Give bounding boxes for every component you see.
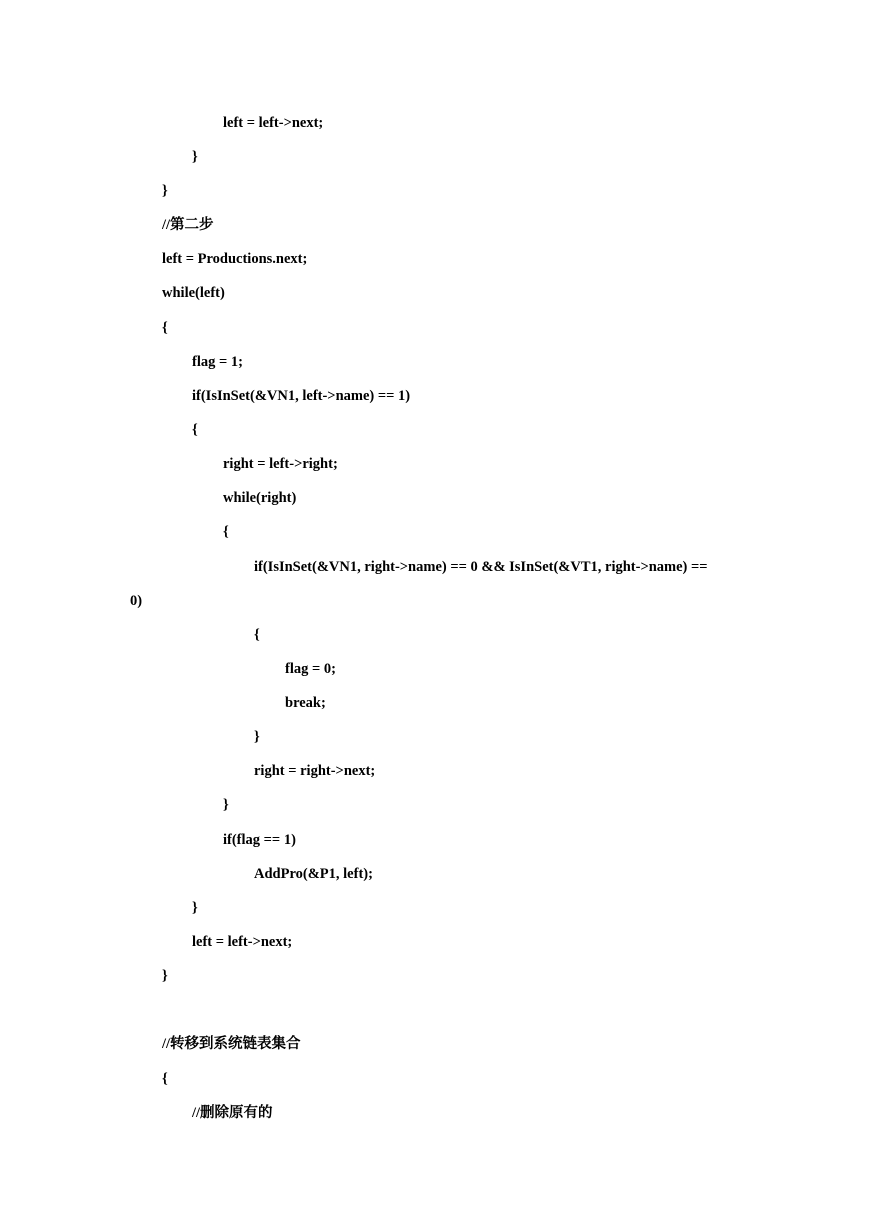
code-line: } [192, 149, 198, 165]
code-line: //删除原有的 [192, 1105, 273, 1121]
code-line: break; [285, 695, 326, 711]
code-line: { [254, 627, 260, 643]
code-line: if(IsInSet(&VN1, left->name) == 1) [192, 388, 411, 404]
code-line: right = left->right; [223, 456, 338, 472]
code-line: { [192, 422, 198, 438]
code-line: } [223, 797, 229, 813]
code-line: //第二步 [162, 217, 214, 233]
code-line: flag = 0; [285, 661, 336, 677]
code-line: { [162, 320, 168, 336]
code-line: if(flag == 1) [223, 832, 296, 848]
code-line: while(right) [223, 490, 297, 506]
code-line: left = left->next; [223, 115, 324, 131]
code-line: } [192, 900, 198, 916]
code-line: if(IsInSet(&VN1, right->name) == 0 && IsInSet(&VT1, right->name) == [254, 559, 708, 575]
code-line: } [162, 968, 168, 984]
code-line: //转移到系统链表集合 [162, 1036, 301, 1052]
code-line: } [254, 729, 260, 745]
code-line: } [162, 183, 168, 199]
code-line: while(left) [162, 285, 225, 301]
code-line: { [162, 1071, 168, 1087]
code-line: 0) [130, 593, 143, 609]
code-line: left = left->next; [192, 934, 293, 950]
code-line: AddPro(&P1, left); [254, 866, 373, 882]
code-line: right = right->next; [254, 763, 376, 779]
code-line: left = Productions.next; [162, 251, 308, 267]
code-line: { [223, 524, 229, 540]
code-line: flag = 1; [192, 354, 243, 370]
